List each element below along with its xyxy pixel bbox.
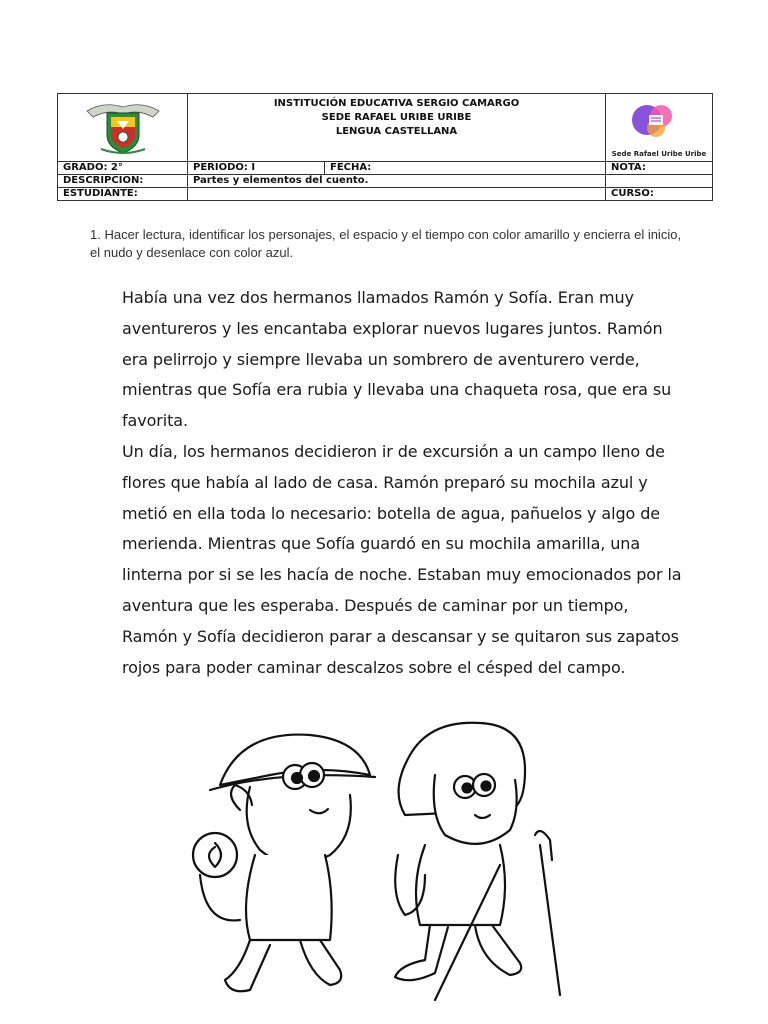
description-label: DESCRIPCIÓN: [58,175,188,188]
campus-logo-caption: Sede Rafael Uribe Uribe [611,150,707,158]
student-label: ESTUDIANTE: [58,188,188,201]
header-table [57,93,713,201]
institution-title [188,94,606,162]
shield-emblem-icon [83,97,163,155]
story-paragraph: Un día, los hermanos decidieron ir de excursión a un campo lleno de flores que había al lado de casa. Ramón preparó su mochila azul y metió en ella toda lo necesario: botella de agua, pañuelos y algo de merienda. Mientras que Sofía guardó en su mochila amarilla, una linterna por si se les hacía de noche. Estaban muy emocionados por la aventura que les esperaba. Después de caminar por un tiempo, Ramón y Sofía decidieron parar a descansar y se quitaron sus zapatos rojos para poder caminar descalzos sobre el césped del campo. [122,441,682,677]
story-paragraph: Había una vez dos hermanos llamados Ramón y Sofía. Eran muy aventureros y les encantaba explorar nuevos lugares juntos. Ramón era pelirrojo y siempre llevaba un sombrero de aventurero verde, mientras que Sofía era rubia y llevaba una chaqueta rosa, que era su favorita. [122,288,672,431]
campus-logo [606,94,713,162]
period-label: PERIODO: I [188,162,325,175]
hikers-illustration [180,715,610,1015]
campus-name: SEDE RAFAEL URIBE URIBE [321,112,472,123]
boy-hiker-icon [193,735,375,992]
instructions-text: 1. Hacer lectura, identificar los personajes, el espacio y el tiempo con color amarillo y encierra el inicio, el nudo y desenlace con color azul. [90,227,682,260]
description-value: Partes y elementos del cuento. [188,175,606,188]
student-name-field[interactable] [188,188,606,201]
story-text [122,283,682,683]
grade-score-label: NOTA: [606,162,713,175]
empty-cell [606,175,713,188]
school-shield-logo [58,94,188,162]
campus-logo-icon [609,96,709,146]
subject-name: LENGUA CASTELLANA [335,126,458,137]
grade-label: GRADO: 2° [58,162,188,175]
course-label: CURSO: [606,188,713,201]
date-label: FECHA: [325,162,606,175]
girl-hiker-icon [395,723,560,1000]
institution-name: INSTITUCIÓN EDUCATIVA SERGIO CAMARGO [273,98,520,109]
